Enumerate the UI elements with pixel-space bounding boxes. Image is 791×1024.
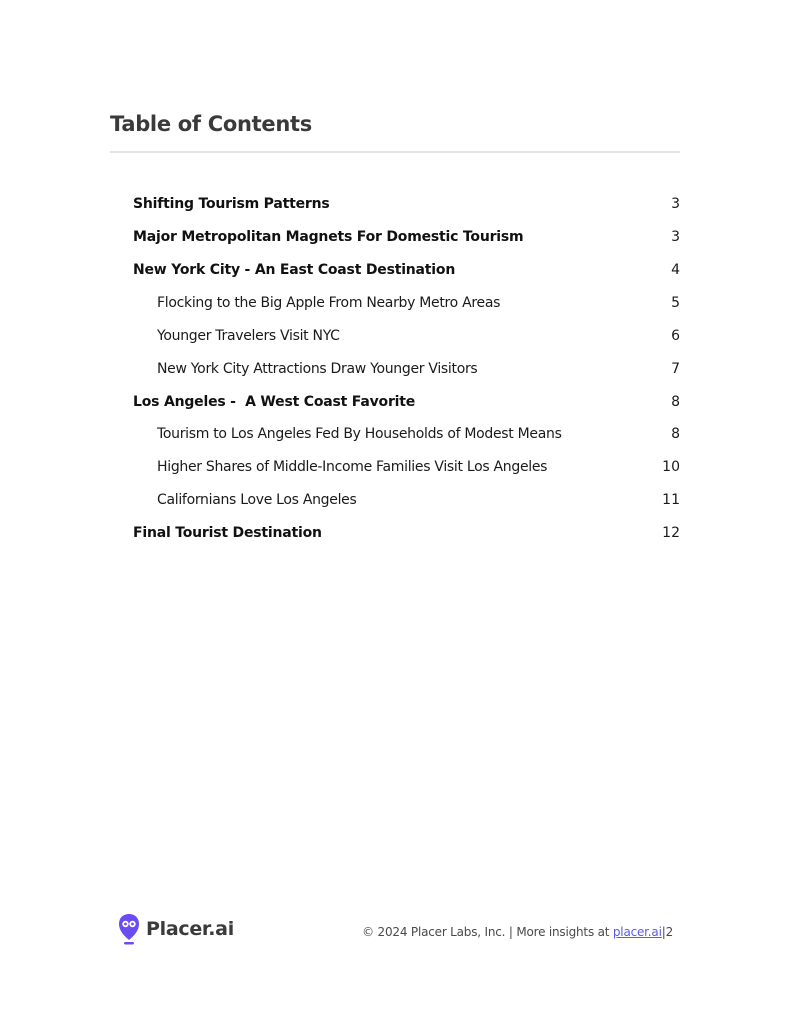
toc-entry-page: 3 [671, 196, 680, 212]
toc-entry-page: 6 [671, 328, 680, 344]
toc-entry-label[interactable]: Major Metropolitan Magnets For Domestic Tourism [133, 229, 524, 245]
placer-ai-link[interactable]: placer.ai [612, 925, 662, 939]
toc-entry-label[interactable]: Shifting Tourism Patterns [133, 196, 330, 212]
footer-separator: | [661, 925, 666, 939]
toc-entry-page: 12 [662, 525, 680, 541]
toc-entry-label[interactable]: Flocking to the Big Apple From Nearby Metro Areas [157, 295, 501, 311]
toc-entry-label[interactable]: Los Angeles - A West Coast Favorite [133, 394, 416, 410]
logo-text: Placer.ai [146, 918, 234, 940]
toc-entry-page: 8 [671, 394, 680, 410]
toc-entry-label[interactable]: New York City Attractions Draw Younger Visitors [157, 361, 478, 377]
page-title: Table of Contents [110, 112, 312, 136]
toc-entry-page: 3 [671, 229, 680, 245]
toc-entry-page: 8 [671, 426, 680, 442]
toc-entry[interactable] [0, 357, 791, 381]
toc-entry[interactable] [0, 488, 791, 512]
toc-entry[interactable] [0, 291, 791, 315]
page-number: 2 [665, 925, 673, 939]
toc-entry-page: 10 [662, 459, 680, 475]
toc-entry[interactable] [0, 324, 791, 348]
toc-entry[interactable] [0, 390, 791, 414]
footer-copyright [362, 925, 673, 939]
toc-entry[interactable] [0, 455, 791, 479]
title-divider [110, 151, 680, 153]
toc-entry-page: 7 [671, 361, 680, 377]
toc-entry-label[interactable]: Higher Shares of Middle-Income Families Visit Los Angeles [157, 459, 548, 475]
toc-entry[interactable] [0, 422, 791, 446]
toc-entry-label[interactable]: Californians Love Los Angeles [157, 492, 357, 508]
toc-entry-page: 5 [671, 295, 680, 311]
toc-entry-page: 4 [671, 262, 680, 278]
toc-entry[interactable] [0, 225, 791, 249]
toc-entry-label[interactable]: Younger Travelers Visit NYC [157, 328, 340, 344]
toc-entry-page: 11 [662, 492, 680, 508]
placer-logo [118, 912, 234, 946]
toc-entry-label[interactable]: Tourism to Los Angeles Fed By Households of Modest Means [157, 426, 562, 442]
copyright-text: © 2024 Placer Labs, Inc. | More insights at [362, 925, 613, 939]
toc-entry[interactable] [0, 258, 791, 282]
toc-entry-label[interactable]: Final Tourist Destination [133, 525, 322, 541]
toc-entry-label[interactable]: New York City - An East Coast Destination [133, 262, 456, 278]
toc-entry[interactable] [0, 192, 791, 216]
toc-entry[interactable] [0, 521, 791, 545]
placer-owl-pin-icon [118, 913, 140, 945]
